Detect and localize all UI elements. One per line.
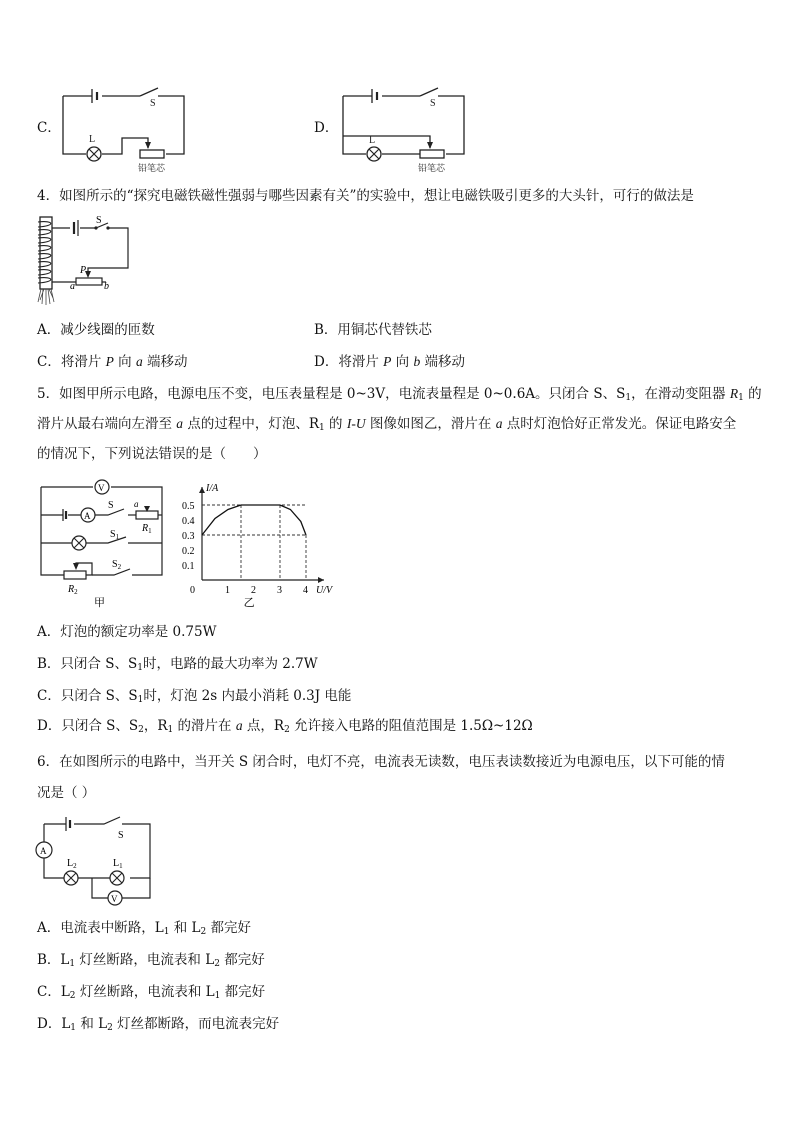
end-a-label: a	[70, 281, 75, 292]
switch-label: S	[430, 98, 436, 109]
caption-jia: 甲	[94, 597, 105, 609]
switch-label: S	[96, 215, 102, 226]
series-curve-right	[280, 505, 306, 535]
q6-option-d[interactable]: D．$L_1$ 和 $L_2$ 灯丝都断路，而电流表完好	[37, 1016, 280, 1033]
y-axis-arrow	[199, 487, 205, 493]
q6-circuit	[34, 812, 156, 904]
switch-s1-label: $S_1$	[110, 529, 120, 541]
x-axis-label: U/V	[316, 585, 333, 596]
q3-circuit-d	[338, 84, 468, 173]
x-axis-arrow	[318, 577, 324, 583]
ammeter-label: A	[84, 511, 91, 521]
y-tick-0.1: 0.1	[182, 561, 195, 572]
y-tick-0.3: 0.3	[182, 531, 195, 542]
q5-stem-line2: 滑片从最右端向左滑至 a 点的过程中，灯泡、$R_1$ 的 I-U 图像如图乙，滑片在 a 点时灯泡恰好正常发光。保证电路安全	[37, 416, 737, 433]
q5-option-b[interactable]: B．只闭合 S、$S_1$时，电路的最大功率为 2.7W	[37, 656, 318, 673]
x-tick-0: 0	[190, 585, 195, 596]
voltmeter-label: V	[98, 483, 105, 493]
q6-option-b[interactable]: B．$L_1$ 灯丝断路，电流表和 $L_2$ 都完好	[37, 952, 265, 969]
q5-circuit-jia	[36, 475, 174, 615]
y-axis-label: I/A	[206, 483, 219, 494]
q3-option-c-label: C．	[37, 120, 61, 136]
y-tick-0.5: 0.5	[182, 501, 195, 512]
x-tick-4: 4	[303, 585, 308, 596]
q4-stem: 4．如图所示的“探究电磁铁磁性强弱与哪些因素有关”的实验中，想让电磁铁吸引更多的大头针，可行的做法是	[37, 188, 694, 204]
switch-label: S	[118, 830, 124, 841]
r1-label: $R_1$	[142, 523, 152, 535]
point-a-label: a	[134, 499, 139, 509]
q4-option-c[interactable]: C．将滑片 P 向 a 端移动	[37, 354, 188, 370]
q4-option-a[interactable]: A．减少线圈的匝数	[37, 322, 155, 338]
q6-stem-line1: 6．在如图所示的电路中，当开关 S 闭合时，电灯不亮，电流表无读数，电压表读数接近为电源电压，以下可能的情	[37, 754, 725, 770]
pencil-lead-label: 铅笔芯	[418, 163, 446, 173]
pins-icon	[38, 289, 54, 305]
q5-stem-line3: 的情况下，下列说法错误的是（ ）	[37, 446, 267, 462]
slider-p-label: P	[80, 265, 87, 276]
x-tick-3: 3	[277, 585, 282, 596]
q4-option-b[interactable]: B．用铜芯代替铁芯	[314, 322, 432, 338]
y-tick-0.4: 0.4	[182, 516, 195, 527]
voltmeter-label: V	[111, 894, 118, 904]
lamp-label: L	[369, 135, 376, 146]
q5-option-d[interactable]: D．只闭合 S、$S_2$，$R_1$ 的滑片在 a 点，$R_2$ 允许接入电路的阻值范围是 1.5Ω~12Ω	[37, 718, 533, 735]
q5-option-c[interactable]: C．只闭合 S、$S_1$时，灯泡 2s 内最小消耗 0.3J 电能	[37, 688, 352, 705]
x-tick-2: 2	[251, 585, 256, 596]
y-tick-0.2: 0.2	[182, 546, 195, 557]
q6-option-a[interactable]: A．电流表中断路，$L_1$ 和 $L_2$ 都完好	[37, 920, 252, 937]
caption-yi: 乙	[243, 597, 255, 609]
pencil-lead-label: 铅笔芯	[138, 163, 166, 173]
switch-label: S	[150, 98, 156, 109]
q3-option-d-label: D．	[314, 120, 339, 136]
q5-option-a[interactable]: A．灯泡的额定功率是 0.75W	[37, 624, 217, 640]
end-b-label: b	[104, 281, 109, 292]
x-tick-1: 1	[225, 585, 230, 596]
q5-iu-chart	[172, 475, 342, 615]
l2-label: $L_2$	[67, 858, 77, 870]
q6-option-c[interactable]: C．$L_2$ 灯丝断路，电流表和 $L_1$ 都完好	[37, 984, 266, 1001]
q4-option-d[interactable]: D．将滑片 P 向 b 端移动	[314, 354, 466, 370]
switch-s-label: S	[108, 500, 114, 511]
l1-label: $L_1$	[113, 858, 123, 870]
q4-electromagnet-circuit	[34, 212, 144, 312]
q3-circuit-c	[58, 84, 188, 173]
r2-label: $R_2$	[68, 584, 78, 596]
ammeter-label: A	[40, 846, 47, 856]
series-curve-left	[202, 505, 241, 535]
q5-stem-line1: 5．如图甲所示电路，电源电压不变，电压表量程是 0~3V，电流表量程是 0~0.6A。只闭合 S、$S_1$，在滑动变阻器 $R_1$ 的	[37, 386, 762, 403]
lamp-label: L	[89, 134, 96, 145]
switch-s2-label: $S_2$	[112, 559, 122, 571]
q6-stem-line2: 况是（ ）	[37, 785, 96, 801]
